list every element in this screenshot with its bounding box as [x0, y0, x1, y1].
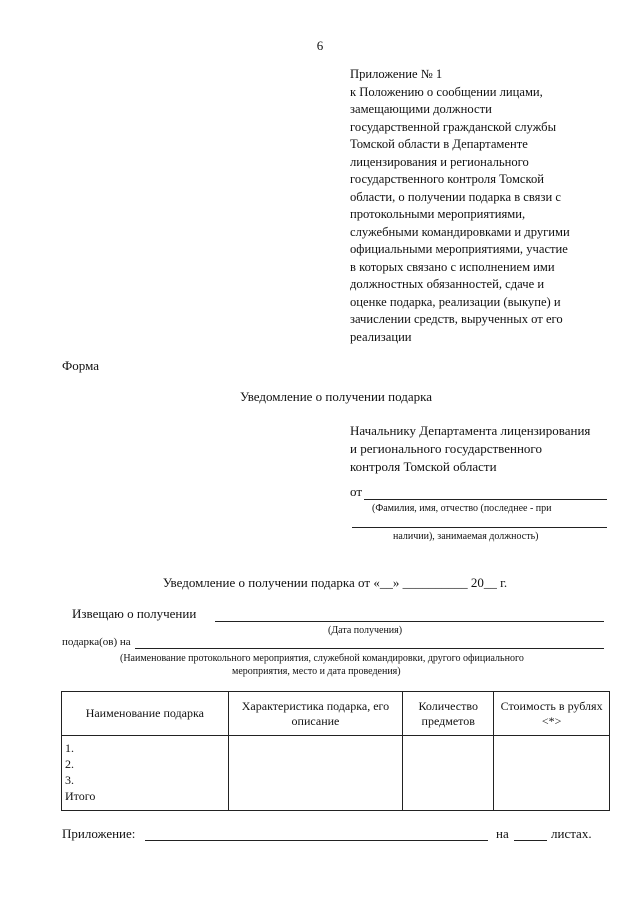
col-header-quantity: Количество предметов — [403, 692, 494, 736]
receipt-date-field[interactable] — [215, 621, 604, 622]
col-header-name: Наименование подарка — [62, 692, 229, 736]
receipt-date-hint: (Дата получения) — [328, 625, 403, 636]
appendix-line: должностных обязанностей, сдаче и — [350, 277, 545, 291]
sender-name-field[interactable] — [364, 499, 607, 500]
from-label: от — [350, 484, 363, 499]
sender-position-field[interactable] — [352, 527, 607, 528]
appendix-line: лицензирования и регионального — [350, 154, 529, 169]
description-cell[interactable] — [228, 736, 403, 811]
sender-hint-2: наличии), занимаемая должность) — [393, 531, 539, 542]
row-label-total: Итого — [65, 789, 96, 803]
table-row — [62, 736, 610, 811]
addressee-block — [350, 422, 590, 476]
appendix-line: оценке подарка, реализации (выкупе) и — [350, 294, 561, 309]
quantity-cell[interactable] — [403, 736, 494, 811]
row-label: 1. — [65, 741, 74, 755]
sheet-count-field[interactable] — [514, 840, 547, 841]
appendix-line: зачислении средств, вырученных от его — [350, 312, 563, 326]
appendix-line: служебными командировками и другими — [350, 224, 570, 239]
appendix-line: официальными мероприятиями, участие — [350, 242, 568, 256]
row-label: 2. — [65, 757, 74, 771]
addressee-line: Начальнику Департамента лицензирования — [350, 423, 591, 438]
attachment-on-label: на — [496, 826, 509, 841]
gifts-table — [61, 691, 610, 811]
podarok-label: подарка(ов) на — [62, 636, 131, 648]
event-hint-2: мероприятия, место и дата проведения) — [232, 666, 401, 677]
appendix-line: Томской области в Департаменте — [350, 137, 528, 151]
appendix-line: в которых связано с исполнением ими — [350, 259, 555, 274]
row-label: 3. — [65, 773, 74, 787]
event-field[interactable] — [135, 648, 604, 649]
sender-hint-1: (Фамилия, имя, отчество (последнее - при — [372, 503, 552, 514]
appendix-line: государственного контроля Томской — [350, 172, 545, 186]
attachment-field[interactable] — [145, 840, 488, 841]
col-header-description: Характеристика подарка, его описание — [228, 692, 403, 736]
col-header-cost: Стоимость в рублях <*> — [494, 692, 610, 736]
appendix-line: Приложение № 1 — [350, 67, 443, 81]
notification-date-line: Уведомление о получении подарка от «__» __________ 20__ г. — [162, 575, 508, 590]
addressee-line: контроля Томской области — [350, 459, 497, 474]
page-number: 6 — [316, 38, 324, 53]
appendix-line: замещающими должности — [350, 102, 492, 116]
appendix-line: к Положению о сообщении лицами, — [350, 84, 543, 99]
sheets-label: листах. — [551, 826, 592, 841]
addressee-line: и регионального государственного — [350, 441, 542, 456]
appendix-line: государственной гражданской службы — [350, 119, 557, 134]
notify-label: Извещаю о получении — [72, 606, 197, 621]
attachment-label: Приложение: — [62, 826, 136, 841]
table-header-row — [62, 692, 610, 736]
appendix-line: реализации — [350, 329, 412, 344]
event-hint-1: (Наименование протокольного мероприятия, служебной командировки, другого официального — [120, 653, 524, 664]
appendix-line: области, о получении подарка в связи с — [350, 189, 561, 204]
appendix-line: протокольными мероприятиями, — [350, 207, 526, 221]
cost-cell[interactable] — [494, 736, 610, 811]
appendix-header — [350, 66, 612, 346]
name-cell[interactable] — [62, 736, 229, 811]
form-label: Форма — [62, 358, 99, 373]
document-title: Уведомление о получении подарка — [240, 389, 432, 404]
